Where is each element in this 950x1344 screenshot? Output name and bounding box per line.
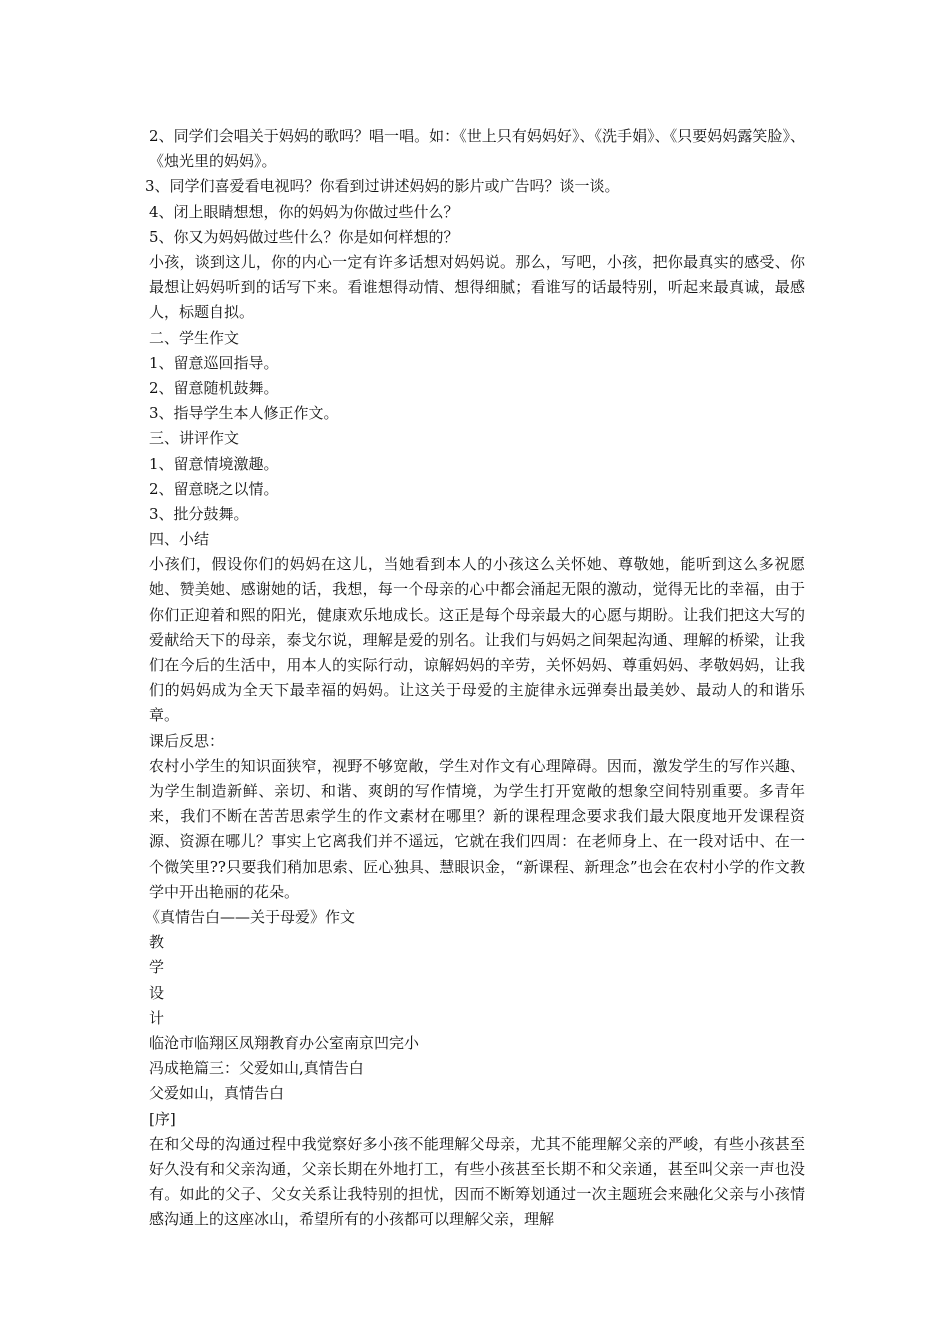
vertical-char: 计 <box>149 1008 165 1027</box>
list-item: 1、留意巡回指导。 <box>149 353 279 372</box>
document-body <box>145 124 805 1233</box>
vertical-char: 学 <box>149 958 165 977</box>
document-title-line: 《真情告白——关于母爱》作文 <box>145 908 356 927</box>
section-heading-student-writing: 二、学生作文 <box>149 328 240 347</box>
list-item: 3、批分鼓舞。 <box>149 504 249 523</box>
list-item: 1、留意情境激趣。 <box>149 454 279 473</box>
section-heading-review: 三、讲评作文 <box>149 429 240 448</box>
list-item: 2、留意随机鼓舞。 <box>149 378 279 397</box>
paragraph-eyes-question: 4、闭上眼睛想想，你的妈妈为你做过些什么？ <box>149 202 459 221</box>
paragraph-summary: 小孩们，假设你们的妈妈在这儿，当她看到本人的小孩这么关怀她、尊敬她，能听到这么多祝愿她、赞美她、感谢她的话，我想，每一个母亲的心中都会涌起无限的激动，觉得无比的幸福，由于你们正迎着和熙的阳光，健康欢乐地成长。这正是每个母亲最大的心愿与期盼。让我们把这大写的爱献给天下的母亲，泰戈尔说，理解是爱的别名。让我们与妈妈之间架起沟通、理解的桥梁，让我们在今后的生活中，用本人的实际行动，谅解妈妈的辛劳，关怀妈妈、尊重妈妈、孝敬妈妈，让我们的妈妈成为全天下最幸福的妈妈。让这关于母爱的主旋律永远弹奏出最美妙、最动人的和谐乐章。 <box>149 555 805 725</box>
author-chapter-title: 冯成艳篇三：父爱如山,真情告白 <box>149 1059 364 1078</box>
vertical-char: 教 <box>149 933 165 952</box>
vertical-char: 设 <box>149 983 165 1002</box>
paragraph-tv-question: 3、同学们喜爱看电视吗？你看到过讲述妈妈的影片或广告吗？谈一谈。 <box>145 177 620 196</box>
paragraph-reflection: 农村小学生的知识面狭窄，视野不够宽敞，学生对作文有心理障碍。因而，激发学生的写作兴趣、为学生制造新鲜、亲切、和谐、爽朗的写作情境，为学生打开宽敞的想象空间特别重要。多青年来，我们不断在苦苦思索学生的作文素材在哪里？新的课程理念要求我们最大限度地开发课程资源、资源在哪儿？事实上它离我们并不遥远，它就在我们四周：在老师身上、在一段对话中、在一个微笑里??只要我们稍加思索、匠心独具、慧眼识金，“新课程、新理念”也会在农村小学的作文教学中开出艳丽的花朵。 <box>149 756 805 901</box>
list-item: 2、留意晓之以情。 <box>149 479 279 498</box>
paragraph-you-question: 5、你又为妈妈做过些什么？你是如何样想的？ <box>149 227 459 246</box>
section-heading-reflection: 课后反思： <box>149 731 225 750</box>
section-heading-summary: 四、小结 <box>149 530 210 549</box>
paragraph-song-question: 2、同学们会唱关于妈妈的歌吗？唱一唱。如：《世上只有妈妈好》、《洗手娟》、《只要妈妈露笑脸》、《烛光里的妈妈》。 <box>149 127 805 171</box>
school-name: 临沧市临翔区凤翔教育办公室南京凹完小 <box>149 1034 420 1053</box>
chapter-title: 父爱如山，真情告白 <box>149 1084 285 1103</box>
preface-label: [序] <box>149 1109 176 1128</box>
paragraph-writing-prompt: 小孩，谈到这儿，你的内心一定有许多话想对妈妈说。那么，写吧，小孩，把你最真实的感受、你最想让妈妈听到的话写下来。看谁想得动情、想得细腻；看谁写的话最特别，听起来最真诚，最感人，标题自拟。 <box>149 252 805 322</box>
list-item: 3、指导学生本人修正作文。 <box>149 404 339 423</box>
paragraph-preface: 在和父母的沟通过程中我觉察好多小孩不能理解父母亲，尤其不能理解父亲的严峻，有些小孩甚至好久没有和父亲沟通，父亲长期在外地打工，有些小孩甚至长期不和父亲通，甚至叫父亲一声也没有。如此的父子、父女关系让我特别的担忧，因而不断筹划通过一次主题班会来融化父亲与小孩情感沟通上的这座冰山，希望所有的小孩都可以理解父亲，理解 <box>149 1134 805 1229</box>
